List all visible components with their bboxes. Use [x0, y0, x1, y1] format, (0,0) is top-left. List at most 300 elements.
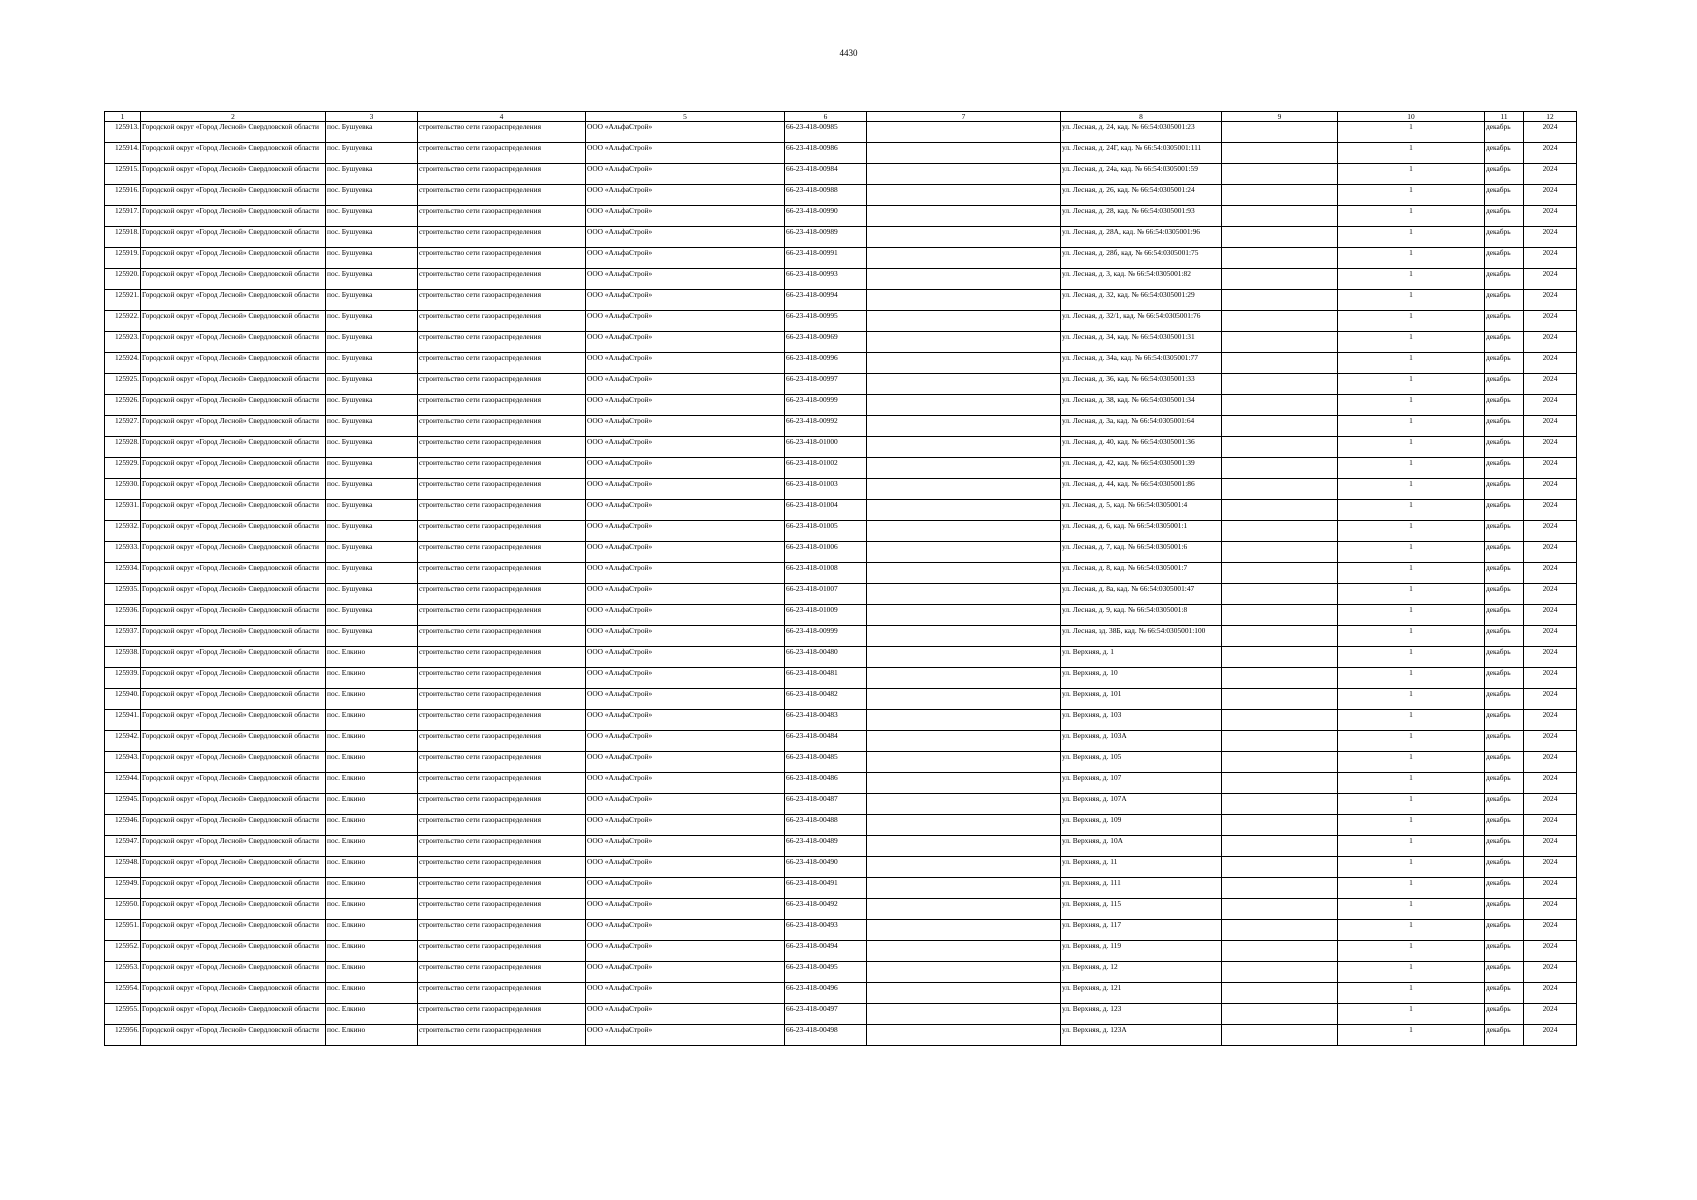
- table-row: [105, 542, 1577, 563]
- permit-number: 66-23-418-00990: [785, 206, 867, 227]
- municipality: Городской округ «Город Лесной» Свердловской области: [141, 521, 326, 542]
- work-type: строительство сети газораспределения: [418, 500, 586, 521]
- settlement: пос. Елкино: [326, 962, 418, 983]
- address: ул. Лесная, д. 24Г, кад. № 66:54:0305001:111: [1061, 143, 1222, 164]
- row-number: 125952.: [105, 941, 141, 962]
- table-row: [105, 605, 1577, 626]
- municipality: Городской округ «Город Лесной» Свердловской области: [141, 185, 326, 206]
- month: декабрь: [1485, 941, 1524, 962]
- month: декабрь: [1485, 500, 1524, 521]
- municipality: Городской округ «Город Лесной» Свердловской области: [141, 332, 326, 353]
- table-row: [105, 500, 1577, 521]
- work-type: строительство сети газораспределения: [418, 227, 586, 248]
- empty-cell: [1222, 479, 1338, 500]
- month: декабрь: [1485, 857, 1524, 878]
- quantity: 1: [1338, 500, 1485, 521]
- empty-cell: [1222, 878, 1338, 899]
- municipality: Городской округ «Город Лесной» Свердловской области: [141, 920, 326, 941]
- row-number: 125915.: [105, 164, 141, 185]
- municipality: Городской округ «Город Лесной» Свердловской области: [141, 206, 326, 227]
- permit-number: 66-23-418-00492: [785, 899, 867, 920]
- address: ул. Лесная, д. 28, кад. № 66:54:0305001:93: [1061, 206, 1222, 227]
- year: 2024: [1524, 668, 1577, 689]
- empty-cell: [867, 731, 1061, 752]
- contractor: ООО «АльфаСтрой»: [586, 647, 785, 668]
- address: ул. Верхняя, д. 10А: [1061, 836, 1222, 857]
- address: ул. Верхняя, д. 123: [1061, 1004, 1222, 1025]
- column-header: 12: [1524, 112, 1577, 122]
- empty-cell: [1222, 836, 1338, 857]
- permit-number: 66-23-418-00483: [785, 710, 867, 731]
- empty-cell: [1222, 143, 1338, 164]
- empty-cell: [867, 122, 1061, 143]
- settlement: пос. Бушуевка: [326, 479, 418, 500]
- empty-cell: [867, 647, 1061, 668]
- address: ул. Верхняя, д. 111: [1061, 878, 1222, 899]
- year: 2024: [1524, 941, 1577, 962]
- empty-cell: [1222, 437, 1338, 458]
- municipality: Городской округ «Город Лесной» Свердловской области: [141, 752, 326, 773]
- month: декабрь: [1485, 395, 1524, 416]
- work-type: строительство сети газораспределения: [418, 269, 586, 290]
- empty-cell: [867, 920, 1061, 941]
- quantity: 1: [1338, 689, 1485, 710]
- empty-cell: [1222, 206, 1338, 227]
- row-number: 125917.: [105, 206, 141, 227]
- settlement: пос. Бушуевка: [326, 227, 418, 248]
- settlement: пос. Бушуевка: [326, 353, 418, 374]
- work-type: строительство сети газораспределения: [418, 647, 586, 668]
- row-number: 125942.: [105, 731, 141, 752]
- address: ул. Лесная, д. 6, кад. № 66:54:0305001:1: [1061, 521, 1222, 542]
- table-row: [105, 290, 1577, 311]
- contractor: ООО «АльфаСтрой»: [586, 521, 785, 542]
- empty-cell: [867, 626, 1061, 647]
- work-type: строительство сети газораспределения: [418, 206, 586, 227]
- table-row: [105, 710, 1577, 731]
- table-row: [105, 332, 1577, 353]
- work-type: строительство сети газораспределения: [418, 332, 586, 353]
- month: декабрь: [1485, 353, 1524, 374]
- address: ул. Верхняя, д. 117: [1061, 920, 1222, 941]
- row-number: 125934.: [105, 563, 141, 584]
- column-header: 3: [326, 112, 418, 122]
- permit-number: 66-23-418-00989: [785, 227, 867, 248]
- municipality: Городской округ «Город Лесной» Свердловской области: [141, 437, 326, 458]
- table-row: [105, 458, 1577, 479]
- work-type: строительство сети газораспределения: [418, 437, 586, 458]
- row-number: 125939.: [105, 668, 141, 689]
- address: ул. Лесная, д. 36, кад. № 66:54:0305001:33: [1061, 374, 1222, 395]
- table-row: [105, 143, 1577, 164]
- municipality: Городской округ «Город Лесной» Свердловской области: [141, 941, 326, 962]
- work-type: строительство сети газораспределения: [418, 353, 586, 374]
- empty-cell: [867, 689, 1061, 710]
- row-number: 125924.: [105, 353, 141, 374]
- table-row: [105, 185, 1577, 206]
- settlement: пос. Бушуевка: [326, 395, 418, 416]
- settlement: пос. Елкино: [326, 689, 418, 710]
- empty-cell: [867, 269, 1061, 290]
- address: ул. Верхняя, д. 105: [1061, 752, 1222, 773]
- work-type: строительство сети газораспределения: [418, 563, 586, 584]
- permit-number: 66-23-418-00487: [785, 794, 867, 815]
- settlement: пос. Елкино: [326, 878, 418, 899]
- row-number: 125923.: [105, 332, 141, 353]
- municipality: Городской округ «Город Лесной» Свердловской области: [141, 416, 326, 437]
- year: 2024: [1524, 227, 1577, 248]
- settlement: пос. Елкино: [326, 815, 418, 836]
- empty-cell: [867, 752, 1061, 773]
- settlement: пос. Бушуевка: [326, 143, 418, 164]
- table-row: [105, 689, 1577, 710]
- municipality: Городской округ «Город Лесной» Свердловской области: [141, 227, 326, 248]
- month: декабрь: [1485, 731, 1524, 752]
- empty-cell: [867, 899, 1061, 920]
- row-number: 125932.: [105, 521, 141, 542]
- work-type: строительство сети газораспределения: [418, 752, 586, 773]
- empty-cell: [1222, 458, 1338, 479]
- year: 2024: [1524, 290, 1577, 311]
- address: ул. Лесная, д. 8а, кад. № 66:54:0305001:47: [1061, 584, 1222, 605]
- settlement: пос. Бушуевка: [326, 122, 418, 143]
- municipality: Городской округ «Город Лесной» Свердловской области: [141, 458, 326, 479]
- work-type: строительство сети газораспределения: [418, 143, 586, 164]
- row-number: 125954.: [105, 983, 141, 1004]
- work-type: строительство сети газораспределения: [418, 1025, 586, 1046]
- empty-cell: [1222, 395, 1338, 416]
- settlement: пос. Елкино: [326, 941, 418, 962]
- row-number: 125925.: [105, 374, 141, 395]
- quantity: 1: [1338, 122, 1485, 143]
- settlement: пос. Бушуевка: [326, 626, 418, 647]
- work-type: строительство сети газораспределения: [418, 731, 586, 752]
- permit-number: 66-23-418-00489: [785, 836, 867, 857]
- month: декабрь: [1485, 752, 1524, 773]
- work-type: строительство сети газораспределения: [418, 920, 586, 941]
- table-row: [105, 836, 1577, 857]
- empty-cell: [1222, 122, 1338, 143]
- month: декабрь: [1485, 794, 1524, 815]
- address: ул. Верхняя, д. 107А: [1061, 794, 1222, 815]
- permit-number: 66-23-418-01000: [785, 437, 867, 458]
- settlement: пос. Елкино: [326, 1004, 418, 1025]
- contractor: ООО «АльфаСтрой»: [586, 227, 785, 248]
- year: 2024: [1524, 983, 1577, 1004]
- month: декабрь: [1485, 458, 1524, 479]
- month: декабрь: [1485, 206, 1524, 227]
- address: ул. Лесная, д. 34а, кад. № 66:54:0305001:77: [1061, 353, 1222, 374]
- empty-cell: [1222, 1025, 1338, 1046]
- page-number: 4430: [839, 48, 858, 58]
- quantity: 1: [1338, 269, 1485, 290]
- row-number: 125956.: [105, 1025, 141, 1046]
- quantity: 1: [1338, 626, 1485, 647]
- empty-cell: [867, 815, 1061, 836]
- empty-cell: [867, 794, 1061, 815]
- settlement: пос. Бушуевка: [326, 605, 418, 626]
- empty-cell: [867, 710, 1061, 731]
- contractor: ООО «АльфаСтрой»: [586, 479, 785, 500]
- table-row: [105, 479, 1577, 500]
- table-row: [105, 794, 1577, 815]
- empty-cell: [1222, 164, 1338, 185]
- empty-cell: [1222, 857, 1338, 878]
- row-number: 125927.: [105, 416, 141, 437]
- row-number: 125938.: [105, 647, 141, 668]
- permit-number: 66-23-418-00988: [785, 185, 867, 206]
- work-type: строительство сети газораспределения: [418, 857, 586, 878]
- address: ул. Лесная, д. 24, кад. № 66:54:0305001:23: [1061, 122, 1222, 143]
- contractor: ООО «АльфаСтрой»: [586, 836, 785, 857]
- row-number: 125948.: [105, 857, 141, 878]
- contractor: ООО «АльфаСтрой»: [586, 437, 785, 458]
- work-type: строительство сети газораспределения: [418, 878, 586, 899]
- address: ул. Лесная, зд. 38Б, кад. № 66:54:0305001:100: [1061, 626, 1222, 647]
- address: ул. Лесная, д. 32/1, кад. № 66:54:0305001:76: [1061, 311, 1222, 332]
- empty-cell: [867, 857, 1061, 878]
- contractor: ООО «АльфаСтрой»: [586, 752, 785, 773]
- year: 2024: [1524, 1004, 1577, 1025]
- column-header: 7: [867, 112, 1061, 122]
- empty-cell: [867, 773, 1061, 794]
- municipality: Городской округ «Город Лесной» Свердловской области: [141, 143, 326, 164]
- empty-cell: [1222, 647, 1338, 668]
- row-number: 125945.: [105, 794, 141, 815]
- municipality: Городской округ «Город Лесной» Свердловской области: [141, 815, 326, 836]
- contractor: ООО «АльфаСтрой»: [586, 878, 785, 899]
- quantity: 1: [1338, 773, 1485, 794]
- municipality: Городской округ «Город Лесной» Свердловской области: [141, 542, 326, 563]
- row-number: 125914.: [105, 143, 141, 164]
- contractor: ООО «АльфаСтрой»: [586, 290, 785, 311]
- year: 2024: [1524, 626, 1577, 647]
- empty-cell: [867, 395, 1061, 416]
- row-number: 125950.: [105, 899, 141, 920]
- year: 2024: [1524, 647, 1577, 668]
- empty-cell: [867, 437, 1061, 458]
- contractor: ООО «АльфаСтрой»: [586, 899, 785, 920]
- column-header: 2: [141, 112, 326, 122]
- municipality: Городской округ «Город Лесной» Свердловской области: [141, 479, 326, 500]
- address: ул. Верхняя, д. 115: [1061, 899, 1222, 920]
- address: ул. Верхняя, д. 107: [1061, 773, 1222, 794]
- address: ул. Лесная, д. 8, кад. № 66:54:0305001:7: [1061, 563, 1222, 584]
- settlement: пос. Бушуевка: [326, 332, 418, 353]
- permit-number: 66-23-418-00991: [785, 248, 867, 269]
- month: декабрь: [1485, 332, 1524, 353]
- empty-cell: [867, 962, 1061, 983]
- permit-number: 66-23-418-01004: [785, 500, 867, 521]
- table-row: [105, 773, 1577, 794]
- empty-cell: [867, 206, 1061, 227]
- quantity: 1: [1338, 983, 1485, 1004]
- quantity: 1: [1338, 521, 1485, 542]
- empty-cell: [867, 521, 1061, 542]
- row-number: 125940.: [105, 689, 141, 710]
- contractor: ООО «АльфаСтрой»: [586, 542, 785, 563]
- month: декабрь: [1485, 689, 1524, 710]
- settlement: пос. Бушуевка: [326, 164, 418, 185]
- contractor: ООО «АльфаСтрой»: [586, 122, 785, 143]
- quantity: 1: [1338, 794, 1485, 815]
- settlement: пос. Бушуевка: [326, 563, 418, 584]
- year: 2024: [1524, 563, 1577, 584]
- quantity: 1: [1338, 752, 1485, 773]
- permit-number: 66-23-418-00491: [785, 878, 867, 899]
- year: 2024: [1524, 878, 1577, 899]
- row-number: 125946.: [105, 815, 141, 836]
- contractor: ООО «АльфаСтрой»: [586, 794, 785, 815]
- month: декабрь: [1485, 710, 1524, 731]
- permit-number: 66-23-418-00992: [785, 416, 867, 437]
- row-number: 125951.: [105, 920, 141, 941]
- settlement: пос. Бушуевка: [326, 500, 418, 521]
- month: декабрь: [1485, 920, 1524, 941]
- address: ул. Лесная, д. 38, кад. № 66:54:0305001:34: [1061, 395, 1222, 416]
- empty-cell: [1222, 668, 1338, 689]
- contractor: ООО «АльфаСтрой»: [586, 731, 785, 752]
- contractor: ООО «АльфаСтрой»: [586, 269, 785, 290]
- empty-cell: [867, 542, 1061, 563]
- quantity: 1: [1338, 227, 1485, 248]
- permit-number: 66-23-418-01007: [785, 584, 867, 605]
- municipality: Городской округ «Город Лесной» Свердловской области: [141, 731, 326, 752]
- address: ул. Верхняя, д. 101: [1061, 689, 1222, 710]
- municipality: Городской округ «Город Лесной» Свердловской области: [141, 836, 326, 857]
- contractor: ООО «АльфаСтрой»: [586, 248, 785, 269]
- address: ул. Лесная, д. 7, кад. № 66:54:0305001:6: [1061, 542, 1222, 563]
- year: 2024: [1524, 836, 1577, 857]
- settlement: пос. Бушуевка: [326, 290, 418, 311]
- quantity: 1: [1338, 290, 1485, 311]
- quantity: 1: [1338, 857, 1485, 878]
- settlement: пос. Елкино: [326, 1025, 418, 1046]
- permit-number: 66-23-418-00999: [785, 395, 867, 416]
- work-type: строительство сети газораспределения: [418, 164, 586, 185]
- contractor: ООО «АльфаСтрой»: [586, 983, 785, 1004]
- work-type: строительство сети газораспределения: [418, 941, 586, 962]
- month: декабрь: [1485, 311, 1524, 332]
- contractor: ООО «АльфаСтрой»: [586, 689, 785, 710]
- contractor: ООО «АльфаСтрой»: [586, 962, 785, 983]
- settlement: пос. Бушуевка: [326, 521, 418, 542]
- year: 2024: [1524, 332, 1577, 353]
- address: ул. Лесная, д. 26, кад. № 66:54:0305001:24: [1061, 185, 1222, 206]
- municipality: Городской округ «Город Лесной» Свердловской области: [141, 773, 326, 794]
- work-type: строительство сети газораспределения: [418, 626, 586, 647]
- empty-cell: [1222, 689, 1338, 710]
- quantity: 1: [1338, 962, 1485, 983]
- address: ул. Верхняя, д. 10: [1061, 668, 1222, 689]
- table-row: [105, 878, 1577, 899]
- row-number: 125955.: [105, 1004, 141, 1025]
- empty-cell: [867, 248, 1061, 269]
- table-row: [105, 227, 1577, 248]
- work-type: строительство сети газораспределения: [418, 710, 586, 731]
- work-type: строительство сети газораспределения: [418, 605, 586, 626]
- table-row: [105, 647, 1577, 668]
- settlement: пос. Бушуевка: [326, 248, 418, 269]
- quantity: 1: [1338, 206, 1485, 227]
- address: ул. Лесная, д. 5, кад. № 66:54:0305001:4: [1061, 500, 1222, 521]
- row-number: 125944.: [105, 773, 141, 794]
- year: 2024: [1524, 731, 1577, 752]
- quantity: 1: [1338, 248, 1485, 269]
- contractor: ООО «АльфаСтрой»: [586, 164, 785, 185]
- empty-cell: [867, 164, 1061, 185]
- quantity: 1: [1338, 479, 1485, 500]
- month: декабрь: [1485, 1004, 1524, 1025]
- table-row: [105, 437, 1577, 458]
- year: 2024: [1524, 500, 1577, 521]
- work-type: строительство сети газораспределения: [418, 815, 586, 836]
- address: ул. Лесная, д. 28А, кад. № 66:54:0305001:96: [1061, 227, 1222, 248]
- settlement: пос. Елкино: [326, 731, 418, 752]
- table-row: [105, 962, 1577, 983]
- address: ул. Лесная, д. 34, кад. № 66:54:0305001:31: [1061, 332, 1222, 353]
- contractor: ООО «АльфаСтрой»: [586, 185, 785, 206]
- year: 2024: [1524, 773, 1577, 794]
- empty-cell: [1222, 752, 1338, 773]
- table-row: [105, 668, 1577, 689]
- settlement: пос. Бушуевка: [326, 458, 418, 479]
- settlement: пос. Елкино: [326, 794, 418, 815]
- row-number: 125929.: [105, 458, 141, 479]
- month: декабрь: [1485, 605, 1524, 626]
- quantity: 1: [1338, 668, 1485, 689]
- quantity: 1: [1338, 563, 1485, 584]
- row-number: 125943.: [105, 752, 141, 773]
- year: 2024: [1524, 479, 1577, 500]
- permit-number: 66-23-418-00481: [785, 668, 867, 689]
- address: ул. Верхняя, д. 11: [1061, 857, 1222, 878]
- empty-cell: [1222, 563, 1338, 584]
- empty-cell: [1222, 920, 1338, 941]
- empty-cell: [867, 332, 1061, 353]
- contractor: ООО «АльфаСтрой»: [586, 920, 785, 941]
- column-header: 8: [1061, 112, 1222, 122]
- year: 2024: [1524, 584, 1577, 605]
- work-type: строительство сети газораспределения: [418, 899, 586, 920]
- table-row: [105, 752, 1577, 773]
- settlement: пос. Елкино: [326, 899, 418, 920]
- contractor: ООО «АльфаСтрой»: [586, 500, 785, 521]
- contractor: ООО «АльфаСтрой»: [586, 710, 785, 731]
- quantity: 1: [1338, 353, 1485, 374]
- table-row: [105, 815, 1577, 836]
- contractor: ООО «АльфаСтрой»: [586, 857, 785, 878]
- year: 2024: [1524, 920, 1577, 941]
- municipality: Городской округ «Город Лесной» Свердловской области: [141, 626, 326, 647]
- quantity: 1: [1338, 416, 1485, 437]
- row-number: 125922.: [105, 311, 141, 332]
- empty-cell: [867, 185, 1061, 206]
- municipality: Городской округ «Город Лесной» Свердловской области: [141, 248, 326, 269]
- empty-cell: [867, 1025, 1061, 1046]
- empty-cell: [1222, 731, 1338, 752]
- month: декабрь: [1485, 668, 1524, 689]
- settlement: пос. Елкино: [326, 773, 418, 794]
- settlement: пос. Бушуевка: [326, 374, 418, 395]
- empty-cell: [867, 836, 1061, 857]
- row-number: 125931.: [105, 500, 141, 521]
- quantity: 1: [1338, 731, 1485, 752]
- work-type: строительство сети газораспределения: [418, 122, 586, 143]
- empty-cell: [867, 563, 1061, 584]
- column-header: 5: [586, 112, 785, 122]
- empty-cell: [867, 353, 1061, 374]
